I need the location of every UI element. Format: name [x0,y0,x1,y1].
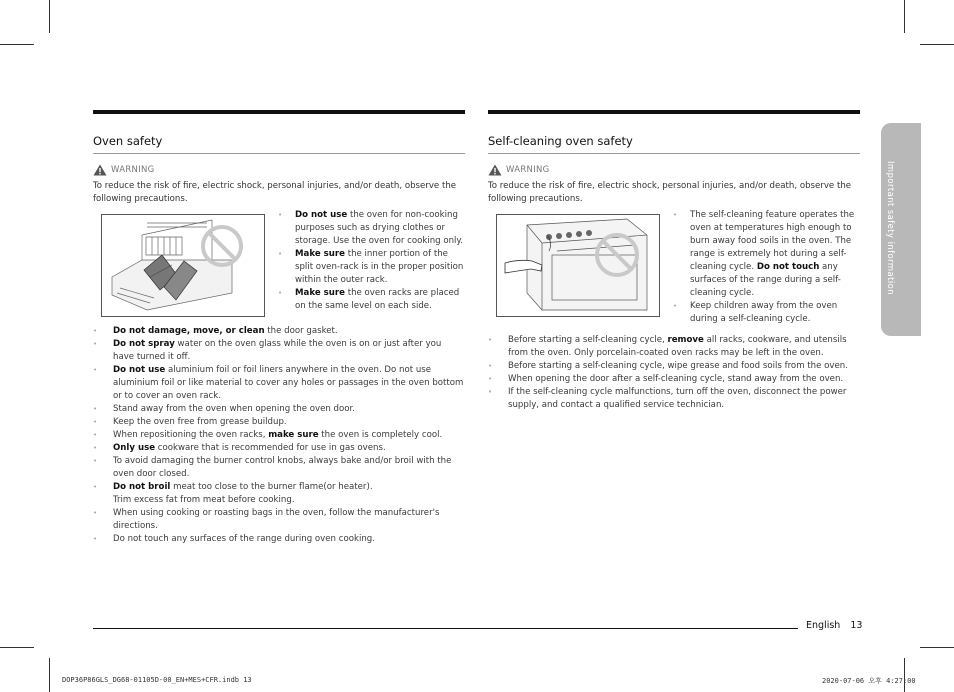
oven-rack-no-storage-icon [102,215,264,316]
list-item: • Keep the oven free from grease buildup. [93,416,465,429]
section-title: Self-cleaning oven safety [488,134,860,154]
list-item: • Only use cookware that is recommended for use in gas ovens. [93,442,465,455]
hot-range-no-touch-icon [497,215,659,316]
crop-mark [904,658,905,692]
list-item: • Before starting a self-cleaning cycle, wipe grease and food soils from the oven. [488,360,860,373]
list-item: • Do not broil meat too close to the burner flame(or heater). Trim excess fat from meat before cooking. [93,481,465,507]
figure-row [488,209,860,326]
crop-mark [920,647,954,648]
figure-row [93,209,465,317]
figure-bullet-list [278,209,465,317]
list-item: • The self-cleaning feature operates the oven at temperatures high enough to burn away food soils in the oven. The range is extremely hot during a self-cleaning cycle. Do not touch any surfaces of the range during a self-cleaning cycle. [673,209,860,300]
sub-note: Trim excess fat from meat before cooking. [113,495,295,505]
section-rule [488,110,860,114]
crop-mark [904,0,905,33]
section-rule [93,110,465,114]
footer-language: English [806,620,841,631]
warning-icon [488,164,502,176]
intro-text: To reduce the risk of fire, electric shock, personal injuries, and/or death, observe the following precautions. [93,181,457,204]
print-timestamp: 2020-07-06 오후 4:27:00 [822,677,916,685]
safety-bullet-list [488,334,860,412]
intro-text: To reduce the risk of fire, electric shock, personal injuries, and/or death, observe the following precautions. [488,181,852,204]
page-footer [806,620,862,631]
warning-icon [93,164,107,176]
self-cleaning-safety-section [488,110,860,412]
list-item: • Keep children away from the oven during a self-cleaning cycle. [673,300,860,326]
oven-safety-section [93,110,465,546]
page-number: 13 [850,620,863,631]
list-item: • When using cooking or roasting bags in the oven, follow the manufacturer's directions. [93,507,465,533]
self-clean-illustration [496,214,660,317]
list-item: • Before starting a self-cleaning cycle, remove all racks, cookware, and utensils from the oven. Only porcelain-coated oven racks may be left in the oven. [488,334,860,360]
list-item: • When repositioning the oven racks, make sure the oven is completely cool. [93,429,465,442]
crop-mark [49,0,50,33]
warning-text: WARNING [111,165,155,175]
list-item: • Do not spray water on the oven glass while the oven is on or just after you have turned it off. [93,338,465,364]
oven-rack-illustration [101,214,265,317]
crop-mark [0,44,34,45]
list-item: • If the self-cleaning cycle malfunctions, turn off the oven, disconnect the power supply, and contact a qualified service technician. [488,386,860,412]
warning-label [93,164,465,176]
safety-bullet-list [93,325,465,546]
list-item: • When opening the door after a self-cleaning cycle, stand away from the oven. [488,373,860,386]
figure-bullet-list [673,209,860,326]
list-item: • Do not touch any surfaces of the range during oven cooking. [93,533,465,546]
side-tab-label: Important safety information [885,161,895,296]
list-item: • To avoid damaging the burner control knobs, always bake and/or broil with the oven door closed. [93,455,465,481]
crop-mark [0,647,34,648]
print-file-info: DOP36P86GLS_DG68-01105D-00_EN+MES+CFR.indb 13 [62,676,252,684]
list-item: • Do not damage, move, or clean the door gasket. [93,325,465,338]
list-item: • Make sure the inner portion of the split oven-rack is in the proper position within the outer rack. [278,248,465,287]
list-item: • Do not use the oven for non-cooking purposes such as drying clothes or storage. Use the oven for cooking only. [278,209,465,248]
warning-text: WARNING [506,165,550,175]
crop-mark [49,658,50,692]
crop-mark [920,44,954,45]
list-item: • Stand away from the oven when opening the oven door. [93,403,465,416]
list-item: • Do not use aluminium foil or foil liners anywhere in the oven. Do not use aluminium foil or like material to cover any holes or passages in the oven bottom or to cover an oven rack. [93,364,465,403]
footer-rule [93,628,798,629]
warning-label [488,164,860,176]
section-title: Oven safety [93,134,465,154]
list-item: • Make sure the oven racks are placed on the same level on each side. [278,287,465,313]
chapter-side-tab [881,123,921,336]
